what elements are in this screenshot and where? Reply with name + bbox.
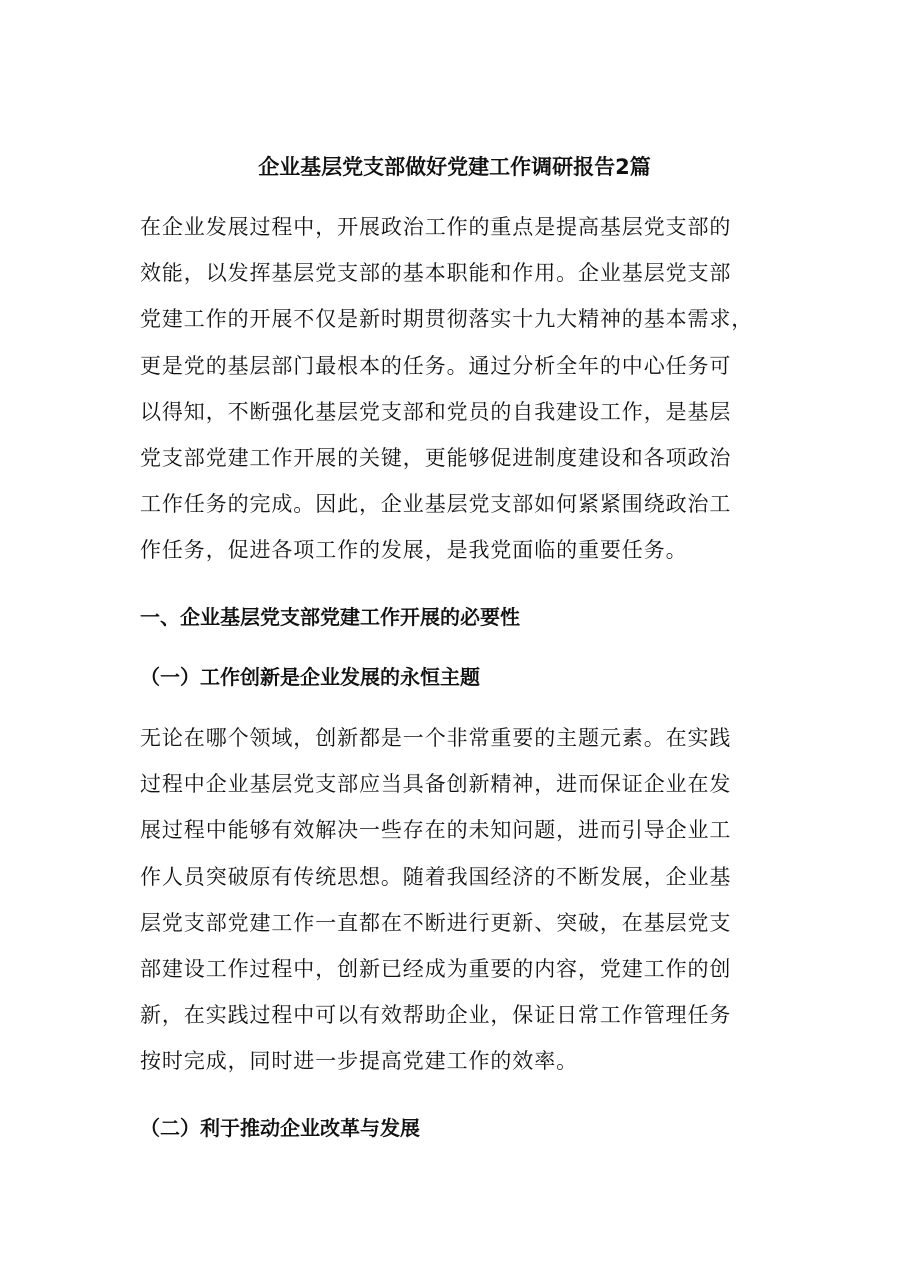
- paragraph-line: 展过程中能够有效解决一些存在的未知问题，进而引导企业工: [140, 818, 732, 843]
- paragraph-line: 部建设工作过程中，创新已经成为重要的内容，党建工作的创: [140, 957, 732, 982]
- document-title: 企业基层党支部做好党建工作调研报告2篇: [258, 155, 651, 179]
- section-heading-1: 一、企业基层党支部党建工作开展的必要性: [140, 605, 520, 629]
- paragraph-line: 新，在实践过程中可以有效帮助企业，保证日常工作管理任务: [140, 1003, 732, 1028]
- paragraph-line: 作任务，促进各项工作的发展，是我党面临的重要任务。: [140, 538, 688, 563]
- paragraph-line: 在企业发展过程中，开展政治工作的重点是提高基层党支部的: [140, 215, 732, 239]
- subsection-heading-1: （一）工作创新是企业发展的永恒主题: [140, 665, 480, 689]
- paragraph-line: 党建工作的开展不仅是新时期贯彻落实十九大精神的基本需求，: [140, 307, 754, 332]
- paragraph-line: 层党支部党建工作一直都在不断进行更新、突破，在基层党支: [140, 910, 732, 935]
- paragraph-line: 过程中企业基层党支部应当具备创新精神，进而保证企业在发: [140, 772, 732, 797]
- paragraph-line: 按时完成，同时进一步提高党建工作的效率。: [140, 1049, 578, 1074]
- intro-paragraph: [140, 204, 780, 574]
- subsection-1-paragraph: [140, 715, 780, 1085]
- paragraph-line: 作人员突破原有传统思想。随着我国经济的不断发展，企业基: [140, 864, 732, 889]
- paragraph-line: 无论在哪个领域，创新都是一个非常重要的主题元素。在实践: [140, 726, 732, 750]
- paragraph-line: 效能，以发挥基层党支部的基本职能和作用。企业基层党支部: [140, 261, 732, 286]
- paragraph-line: 党支部党建工作开展的关键，更能够促进制度建设和各项政治: [140, 446, 732, 471]
- paragraph-line: 工作任务的完成。因此，企业基层党支部如何紧紧围绕政治工: [140, 492, 732, 517]
- paragraph-line: 更是党的基层部门最根本的任务。通过分析全年的中心任务可: [140, 353, 732, 378]
- subsection-heading-2: （二）利于推动企业改革与发展: [140, 1116, 420, 1140]
- paragraph-line: 以得知，不断强化基层党支部和党员的自我建设工作，是基层: [140, 399, 732, 424]
